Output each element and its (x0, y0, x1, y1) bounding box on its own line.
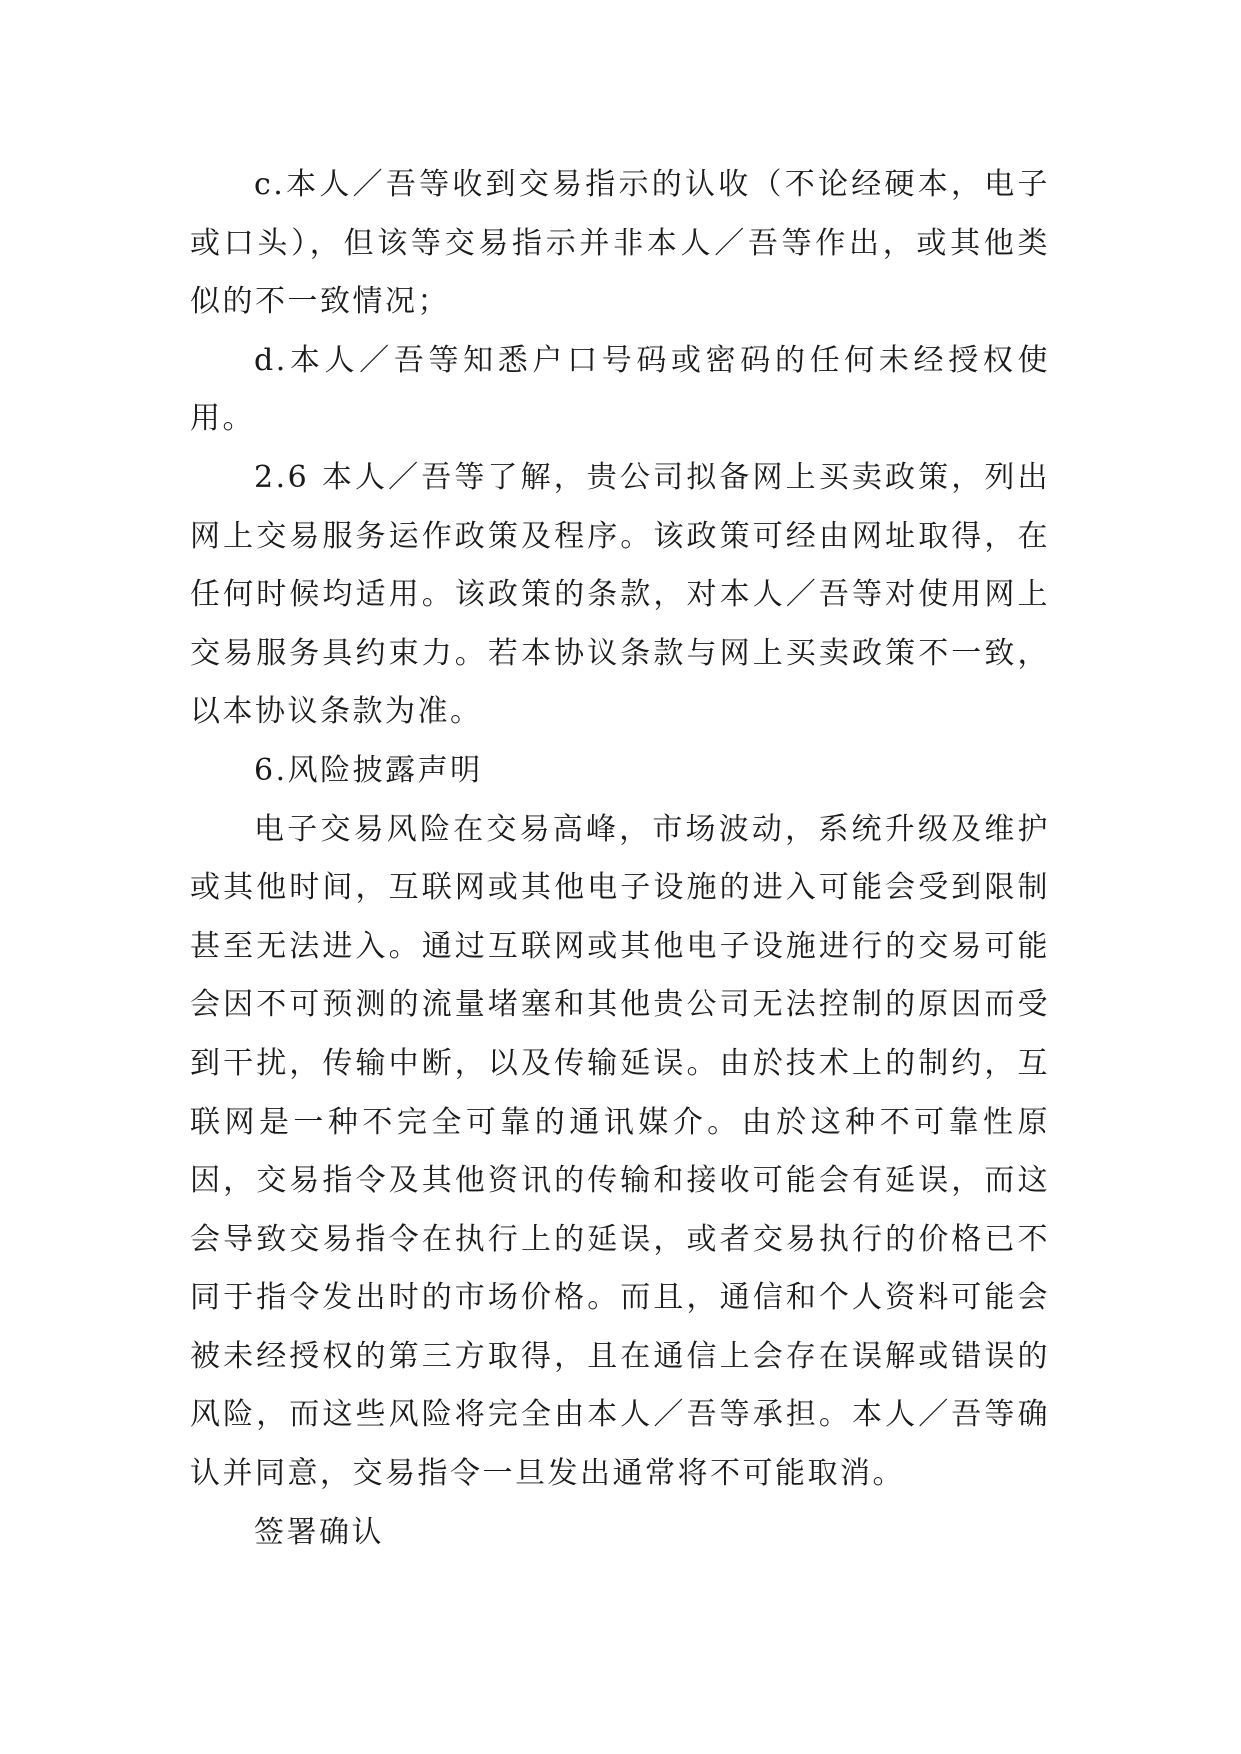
paragraph-clause-d: d.本人／吾等知悉户口号码或密码的任何未经授权使用。 (190, 342, 1050, 437)
paragraph-section-2-6: 2.6 本人／吾等了解，贵公司拟备网上买卖政策，列出网上交易服务运作政策及程序。该政策可经由网址取得，在任何时候均适用。该政策的条款，对本人／吾等对使用网上交易服务具约束力。若本协议条款与网上买卖政策不一致，以本协议条款为准。 (190, 459, 1050, 730)
paragraph-clause-c: c.本人／吾等收到交易指示的认收（不论经硬本，电子或口头），但该等交易指示并非本人／吾等作出，或其他类似的不一致情况； (190, 167, 1050, 320)
paragraph-electronic-trading-risk: 电子交易风险在交易高峰，市场波动，系统升级及维护或其他时间，互联网或其他电子设施的进入可能会受到限制甚至无法进入。通过互联网或其他电子设施进行的交易可能会因不可预测的流量堵塞和其他贵公司无法控制的原因而受到干扰，传输中断，以及传输延误。由於技术上的制约，互联网是一种不完全可靠的通讯媒介。由於这种不可靠性原因，交易指令及其他资讯的传输和接收可能会有延误，而这会导致交易指令在执行上的延误，或者交易执行的价格已不同于指令发出时的市场价格。而且，通信和个人资料可能会被未经授权的第三方取得，且在通信上会存在误解或错误的风险，而这些风险将完全由本人／吾等承担。本人／吾等确认并同意，交易指令一旦发出通常将不可能取消。 (190, 811, 1050, 1492)
document-body (190, 156, 1050, 1562)
section-heading-risk-disclosure: 6.风险披露声明 (254, 752, 483, 788)
signature-confirmation-label: 签署确认 (254, 1514, 384, 1550)
